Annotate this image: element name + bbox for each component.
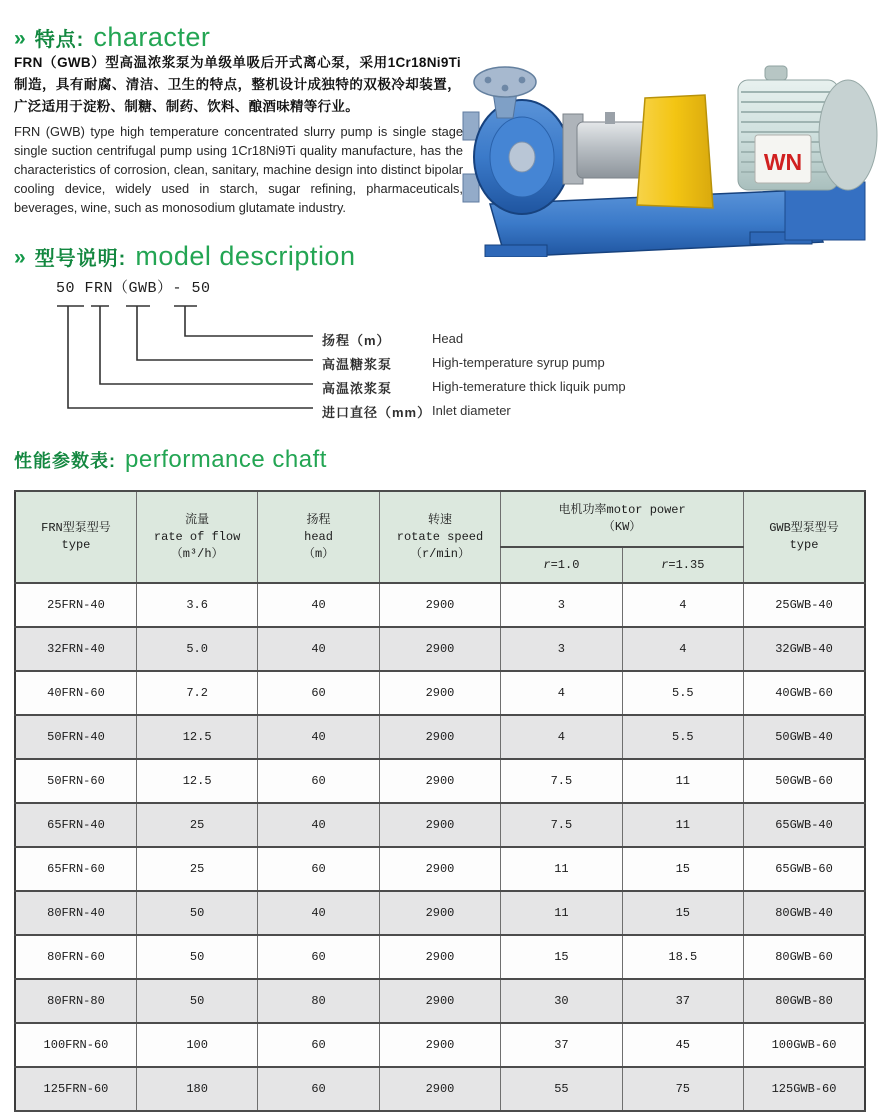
table-row (15, 847, 865, 891)
table-cell: 5.5 (622, 671, 743, 715)
table-cell: 40 (258, 627, 379, 671)
performance-title-en: performance chaft (125, 446, 327, 473)
table-row (15, 627, 865, 671)
brand-label: WN (763, 149, 803, 175)
table-cell: 60 (258, 671, 379, 715)
model-label-zh: 进口直径（mm） (322, 405, 432, 420)
table-row (15, 1023, 865, 1067)
table-cell: 75 (622, 1067, 743, 1111)
housing-plug (605, 112, 615, 124)
col-header-flow: 流量 rate of flow （m³/h） (136, 491, 257, 583)
table-cell: 15 (501, 935, 622, 979)
col-header-ratio-1: r=1.0 (501, 547, 622, 583)
table-cell: 25FRN-40 (15, 583, 136, 627)
table-cell: 11 (501, 847, 622, 891)
table-cell: 100GWB-60 (744, 1023, 865, 1067)
table-cell: 60 (258, 1023, 379, 1067)
table-cell: 40FRN-60 (15, 671, 136, 715)
col-header-gwb-type: GWB型泵型号 type (744, 491, 865, 583)
model-label-en: High-temerature thick liquik pump (432, 379, 626, 394)
table-cell: 3 (501, 627, 622, 671)
table-cell: 50 (136, 979, 257, 1023)
table-cell: 50FRN-40 (15, 715, 136, 759)
character-paragraph-zh: FRN（GWB）型高温浓浆泵为单级单吸后开式离心泵，采用1Cr18Ni9Ti制造，具有耐腐、清洁、卫生的特点，整机设计成独特的双极冷却装置，广泛适用于淀粉、制糖、制药、饮料、酿酒味精等行业。 (14, 55, 461, 114)
pump-photo (455, 42, 880, 257)
pump-foot-left (485, 245, 547, 257)
table-cell: 2900 (379, 1023, 500, 1067)
table-cell: 40 (258, 891, 379, 935)
table-cell: 80GWB-40 (744, 891, 865, 935)
table-row (15, 979, 865, 1023)
table-cell: 60 (258, 935, 379, 979)
table-cell: 65GWB-60 (744, 847, 865, 891)
model-label-zh: 高温糖浆泵 (322, 357, 393, 372)
table-cell: 4 (501, 671, 622, 715)
table-cell: 50FRN-60 (15, 759, 136, 803)
table-cell: 125GWB-60 (744, 1067, 865, 1111)
motor-lifting-lug (765, 66, 787, 80)
motor-end-cap (819, 80, 877, 190)
table-cell: 12.5 (136, 715, 257, 759)
table-cell: 40 (258, 715, 379, 759)
performance-table-head (15, 491, 865, 583)
table-cell: 2900 (379, 759, 500, 803)
table-cell: 5.5 (622, 715, 743, 759)
model-label-en: Head (432, 331, 464, 346)
table-cell: 2900 (379, 803, 500, 847)
table-cell: 12.5 (136, 759, 257, 803)
table-cell: 2900 (379, 627, 500, 671)
table-cell: 50GWB-40 (744, 715, 865, 759)
performance-table-body (15, 583, 865, 1111)
table-cell: 11 (622, 803, 743, 847)
col-header-frn-type: FRN型泵型号 type (15, 491, 136, 583)
table-cell: 60 (258, 847, 379, 891)
table-cell: 180 (136, 1067, 257, 1111)
table-row (15, 583, 865, 627)
table-cell: 2900 (379, 891, 500, 935)
table-cell: 65FRN-60 (15, 847, 136, 891)
table-cell: 2900 (379, 715, 500, 759)
table-cell: 40GWB-60 (744, 671, 865, 715)
table-cell: 80FRN-60 (15, 935, 136, 979)
character-paragraph-en: FRN (GWB) type high temperature concentrated slurry pump is single stage single suction centrifugal pump using 1Cr18Ni9Ti quality manufacture, has the characteristics of corrosion, clean, sanitary, machine design into distinct bipolar cooling device, widely used in starch, sugar refining, pharmaceuticals, beverages, wine, such as monosodium glutamate industry. (14, 124, 463, 215)
table-cell: 80FRN-40 (15, 891, 136, 935)
model-label-en: Inlet diameter (432, 403, 511, 418)
table-cell: 55 (501, 1067, 622, 1111)
table-cell: 80GWB-80 (744, 979, 865, 1023)
table-cell: 2900 (379, 671, 500, 715)
table-cell: 60 (258, 1067, 379, 1111)
table-cell: 2900 (379, 1067, 500, 1111)
table-cell: 40 (258, 803, 379, 847)
model-label-zh: 扬程（m） (322, 333, 391, 348)
character-title-en: character (93, 22, 211, 52)
table-cell: 50 (136, 935, 257, 979)
table-cell: 4 (501, 715, 622, 759)
table-cell: 45 (622, 1023, 743, 1067)
chevron-marker-icon: » (14, 27, 26, 50)
motor-pedestal (785, 182, 865, 240)
suction-flange (474, 67, 536, 97)
model-title-zh: 型号说明: (34, 248, 127, 270)
table-cell: 7.2 (136, 671, 257, 715)
table-cell: 2900 (379, 979, 500, 1023)
table-row (15, 1067, 865, 1111)
coupling-guard (637, 95, 713, 208)
table-cell: 11 (501, 891, 622, 935)
table-cell: 25 (136, 803, 257, 847)
table-cell: 37 (622, 979, 743, 1023)
table-cell: 80FRN-80 (15, 979, 136, 1023)
table-cell: 4 (622, 627, 743, 671)
performance-table (14, 490, 866, 1112)
col-header-speed: 转速 rotate speed （r/min） (379, 491, 500, 583)
pump-casing-hub (509, 142, 535, 172)
section-character-heading (14, 22, 210, 53)
table-cell: 80 (258, 979, 379, 1023)
table-cell: 32FRN-40 (15, 627, 136, 671)
flange-bolt-hole (485, 77, 492, 84)
table-cell: 80GWB-60 (744, 935, 865, 979)
section-model-heading (14, 241, 355, 272)
table-cell: 4 (622, 583, 743, 627)
table-row (15, 759, 865, 803)
chevron-marker-icon: » (14, 246, 26, 269)
model-code: 50 FRN（GWB）- 50 (56, 280, 211, 297)
model-label-zh: 高温浓浆泵 (322, 381, 393, 396)
table-cell: 3 (501, 583, 622, 627)
table-cell: 25 (136, 847, 257, 891)
table-cell: 11 (622, 759, 743, 803)
table-cell: 15 (622, 891, 743, 935)
table-row (15, 715, 865, 759)
table-cell: 100FRN-60 (15, 1023, 136, 1067)
table-row (15, 803, 865, 847)
table-cell: 2900 (379, 847, 500, 891)
table-cell: 50GWB-60 (744, 759, 865, 803)
table-cell: 32GWB-40 (744, 627, 865, 671)
table-cell: 100 (136, 1023, 257, 1067)
model-title-en: model description (135, 241, 356, 271)
table-row (15, 891, 865, 935)
table-cell: 25GWB-40 (744, 583, 865, 627)
flange-bolt-hole (502, 85, 509, 92)
table-cell: 60 (258, 759, 379, 803)
table-cell: 30 (501, 979, 622, 1023)
table-cell: 3.6 (136, 583, 257, 627)
table-cell: 7.5 (501, 759, 622, 803)
section-performance-heading (14, 446, 327, 474)
table-cell: 37 (501, 1023, 622, 1067)
model-label-en: High-temperature syrup pump (432, 355, 605, 370)
table-cell: 2900 (379, 583, 500, 627)
table-row (15, 671, 865, 715)
flange-bolt-hole (519, 77, 526, 84)
table-cell: 15 (622, 847, 743, 891)
col-header-motor-power: 电机功率motor power （KW） (501, 491, 744, 547)
table-cell: 65FRN-40 (15, 803, 136, 847)
table-cell: 40 (258, 583, 379, 627)
table-cell: 18.5 (622, 935, 743, 979)
col-header-ratio-135: r=1.35 (622, 547, 743, 583)
performance-title-zh: 性能参数表: (14, 451, 116, 471)
table-cell: 2900 (379, 935, 500, 979)
table-cell: 50 (136, 891, 257, 935)
table-cell: 5.0 (136, 627, 257, 671)
character-title-zh: 特点: (34, 29, 85, 51)
table-row (15, 935, 865, 979)
table-cell: 7.5 (501, 803, 622, 847)
table-cell: 65GWB-40 (744, 803, 865, 847)
table-cell: 125FRN-60 (15, 1067, 136, 1111)
col-header-head: 扬程 head （m） (258, 491, 379, 583)
